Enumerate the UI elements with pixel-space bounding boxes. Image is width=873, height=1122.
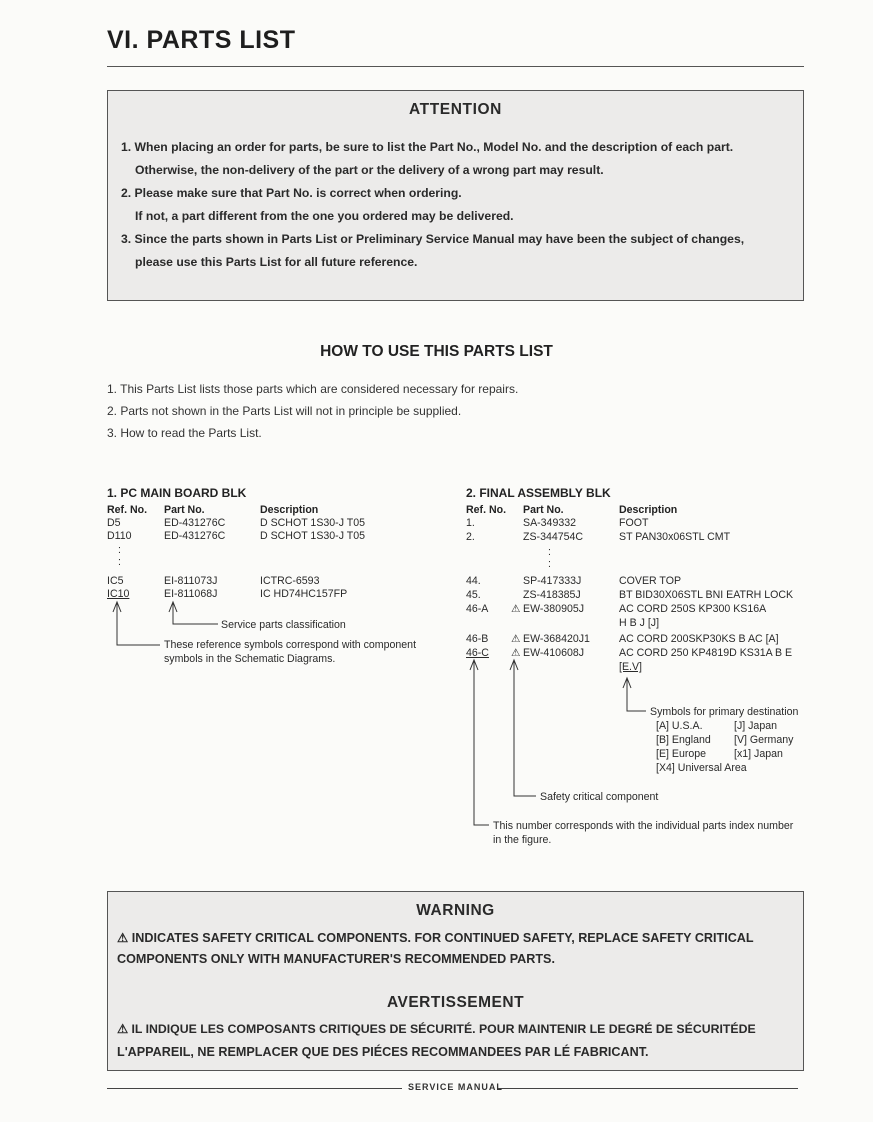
dest-x1: [x1] Japan <box>734 748 783 760</box>
pc-board-title: 1. PC MAIN BOARD BLK <box>107 486 247 500</box>
service-class-note: Service parts classification <box>221 619 346 631</box>
index-number-note-2: in the figure. <box>493 834 552 846</box>
fa-ellipsis-1: : <box>548 546 551 558</box>
attention-line-6: please use this Parts List for all future reference. <box>135 255 418 269</box>
fa-row-46a-desc: AC CORD 250S KP300 KS16A <box>619 603 767 615</box>
howto-item-3: 3. How to read the Parts List. <box>107 426 262 440</box>
fa-header-desc: Description <box>619 504 678 516</box>
attention-line-3: 2. Please make sure that Part No. is correct when ordering. <box>121 186 462 200</box>
pc-row-5-ref: IC5 <box>107 575 124 587</box>
pc-row-6-ref: IC10 <box>107 588 130 600</box>
fa-row-44-ref: 44. <box>466 575 481 587</box>
dest-b: [B] England <box>656 734 711 746</box>
fa-row-1-ref: 1. <box>466 517 475 529</box>
dest-v: [V] Germany <box>734 734 794 746</box>
attention-heading: ATTENTION <box>409 101 502 118</box>
footer-text: SERVICE MANUAL <box>408 1082 503 1092</box>
fa-row-45-part: ZS-418385J <box>523 589 581 601</box>
pc-row-2-desc: D SCHOT 1S30-J T05 <box>260 530 365 542</box>
attention-line-2: Otherwise, the non-delivery of the part or the delivery of a wrong part may result. <box>135 163 604 177</box>
fa-row-2-part: ZS-344754C <box>523 531 584 543</box>
fa-row-46a-ref: 46-A <box>466 603 489 615</box>
fa-row-46b-part: EW-368420J1 <box>523 633 590 645</box>
attention-line-4: If not, a part different from the one you ordered may be delivered. <box>135 209 514 223</box>
fa-row-46c-desc-cont: [E.V] <box>619 661 642 673</box>
fa-row-46b-desc: AC CORD 200SKP30KS B AC [A] <box>619 633 779 645</box>
fa-row-45-ref: 45. <box>466 589 481 601</box>
fa-ellipsis-2: : <box>548 558 551 570</box>
pc-ellipsis-2: : <box>118 556 121 568</box>
fa-row-46c-safety-mark: ⚠ <box>511 647 521 659</box>
fa-row-46c-ref: 46-C <box>466 647 489 659</box>
fa-header-ref: Ref. No. <box>466 504 507 516</box>
attention-line-5: 3. Since the parts shown in Parts List or Preliminary Service Manual may have been the subject of changes, <box>121 232 745 246</box>
pc-row-6-part: EI-811068J <box>164 588 218 600</box>
final-assembly-title: 2. FINAL ASSEMBLY BLK <box>466 486 611 500</box>
ref-symbols-note-1: These reference symbols correspond with component <box>164 639 417 651</box>
footer-rule-right <box>498 1088 798 1089</box>
fa-row-1-desc: FOOT <box>619 517 649 529</box>
howto-item-1: 1. This Parts List lists those parts which are considered necessary for repairs. <box>107 382 519 396</box>
fa-row-2-ref: 2. <box>466 531 475 543</box>
pc-row-1-part: ED-431276C <box>164 517 226 529</box>
fa-row-46a-part: EW-380905J <box>523 603 585 615</box>
fa-header-part: Part No. <box>523 504 564 516</box>
page-title: VI. PARTS LIST <box>107 26 296 54</box>
dest-e: [E] Europe <box>656 748 707 760</box>
dest-j: [J] Japan <box>734 720 777 732</box>
avertissement-heading: AVERTISSEMENT <box>386 994 525 1011</box>
howto-heading: HOW TO USE THIS PARTS LIST <box>320 343 553 360</box>
fa-row-1-part: SA-349332 <box>523 517 577 529</box>
pc-header-ref: Ref. No. <box>107 504 148 516</box>
pc-row-1-desc: D SCHOT 1S30-J T05 <box>260 517 365 529</box>
safety-critical-note: Safety critical component <box>540 791 659 803</box>
dest-x4: [X4] Universal Area <box>656 762 747 774</box>
fa-row-46b-ref: 46-B <box>466 633 489 645</box>
fa-row-2-desc: ST PAN30x06STL CMT <box>619 531 731 543</box>
pc-row-2-part: ED-431276C <box>164 530 226 542</box>
warning-line-3: ⚠ IL INDIQUE LES COMPOSANTS CRITIQUES DE SÉCURITÉ. POUR MAINTENIR LE DEGRÉ DE SÉCURITÉDE <box>117 1022 756 1036</box>
pc-ellipsis-1: : <box>118 544 121 556</box>
fa-row-46c-part: EW-410608J <box>523 647 585 659</box>
fa-row-45-desc: BT BID30X06STL BNI EATRH LOCK <box>619 589 794 601</box>
pc-row-5-desc: ICTRC-6593 <box>260 575 320 587</box>
pc-row-1-ref: D5 <box>107 517 121 529</box>
footer-rule-left <box>107 1088 402 1089</box>
fa-row-46c-desc: AC CORD 250 KP4819D KS31A B E <box>619 647 793 659</box>
attention-line-1: 1. When placing an order for parts, be sure to list the Part No., Model No. and the description of each part. <box>121 140 734 154</box>
pc-row-6-desc: IC HD74HC157FP <box>260 588 348 600</box>
fa-row-44-desc: COVER TOP <box>619 575 682 587</box>
index-number-note-1: This number corresponds with the individual parts index number <box>493 820 794 832</box>
fa-row-44-part: SP-417333J <box>523 575 582 587</box>
warning-box <box>107 891 804 1071</box>
dest-a: [A] U.S.A. <box>656 720 703 732</box>
pc-header-part: Part No. <box>164 504 205 516</box>
warning-heading: WARNING <box>416 902 495 919</box>
warning-line-1: ⚠ INDICATES SAFETY CRITICAL COMPONENTS. FOR CONTINUED SAFETY, REPLACE SAFETY CRITICAL <box>117 931 754 945</box>
fa-row-46b-safety-mark: ⚠ <box>511 633 521 645</box>
destination-title: Symbols for primary destination <box>650 706 799 718</box>
fa-row-46a-safety-mark: ⚠ <box>511 603 521 615</box>
pc-row-5-part: EI-811073J <box>164 575 218 587</box>
warning-line-4: L'APPAREIL, NE REMPLACER QUE DES PIÉCES RECOMMANDEES PAR LÉ FABRICANT. <box>117 1045 649 1059</box>
howto-item-2: 2. Parts not shown in the Parts List will not in principle be supplied. <box>107 404 462 418</box>
warning-line-2: COMPONENTS ONLY WITH MANUFACTURER'S RECOMMENDED PARTS. <box>117 952 555 966</box>
pc-row-2-ref: D110 <box>107 530 132 542</box>
fa-row-46a-desc-cont: H B J [J] <box>619 617 660 629</box>
ref-symbols-note-2: symbols in the Schematic Diagrams. <box>164 653 336 665</box>
pc-header-desc: Description <box>260 504 319 516</box>
